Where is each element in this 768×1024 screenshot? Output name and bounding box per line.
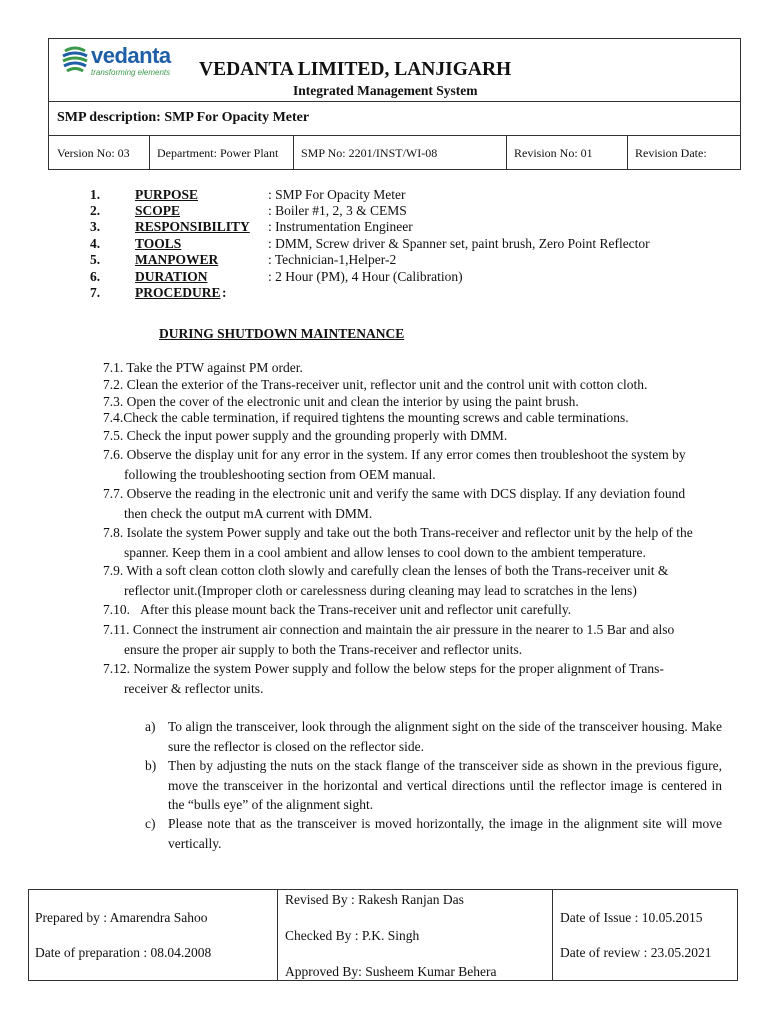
step-number: 7.1. (103, 360, 124, 375)
section-number: 2. (90, 203, 101, 218)
step-text-continued: spanner. Keep them in a cool ambient and allow lenses to cool down to the ambient temperature. (124, 544, 646, 560)
substep (145, 814, 722, 853)
step-text-continued: then check the output mA current with DMM. (124, 505, 373, 521)
substep (145, 756, 722, 815)
procedure-step (103, 620, 722, 659)
smp-description: SMP description: SMP For Opacity Meter (57, 110, 310, 125)
procedure-step (103, 523, 722, 562)
procedure-step (103, 659, 722, 698)
department: Department: Power Plant (157, 146, 279, 160)
subheading: DURING SHUTDOWN MAINTENANCE (159, 326, 405, 341)
step-text: Open the cover of the electronic unit and clean the interior by using the paint brush. (126, 394, 579, 409)
substep-letter: c) (145, 816, 156, 831)
step-text: Isolate the system Power supply and take out the both Trans-receiver and reflector unit by the help of the (126, 525, 693, 540)
step-text: With a soft clean cotton cloth slowly and carefully clean the lenses of both the Trans-receiver unit & (126, 563, 669, 578)
step-number: 7.6. (103, 447, 124, 462)
date-of-preparation: Date of preparation : 08.04.2008 (35, 945, 212, 960)
step-text: Clean the exterior of the Trans-receiver unit, reflector unit and the control unit with cotton cloth. (126, 377, 648, 392)
procedure-step (103, 600, 722, 620)
version-number: Version No: 03 (57, 146, 130, 160)
header-divider (49, 101, 740, 102)
substep-text: To align the transceiver, look through the alignment sight on the side of the transceiver housing. Make sure the reflector is closed on the reflector side. (168, 719, 722, 754)
revised-by: Revised By : Rakesh Ranjan Das (285, 892, 464, 907)
checked-by: Checked By : P.K. Singh (285, 928, 420, 943)
section-label: PROCEDURE (135, 285, 221, 300)
section-value: : DMM, Screw driver & Spanner set, paint brush, Zero Point Reflector (268, 236, 650, 251)
step-text: Take the PTW against PM order. (126, 360, 303, 375)
section-label: MANPOWER (135, 252, 219, 267)
step-text: Observe the reading in the electronic unit and verify the same with DCS display. If any deviation found (126, 486, 686, 501)
section-label: RESPONSIBILITY (135, 219, 250, 234)
procedure-step (103, 445, 722, 484)
footer-divider (552, 890, 553, 980)
step-number: 7.7. (103, 486, 124, 501)
step-number: 7.2. (103, 377, 124, 392)
step-text: Normalize the system Power supply and follow the below steps for the proper alignment of Trans- (133, 661, 664, 676)
revision-date: Revision Date: (635, 146, 707, 160)
logo-tagline: transforming elements (91, 68, 171, 77)
substep (145, 717, 722, 756)
step-number: 7.8. (103, 525, 124, 540)
section-number: 1. (90, 187, 101, 202)
document-footer (28, 889, 738, 981)
step-text-continued: following the troubleshooting section from OEM manual. (124, 466, 436, 482)
procedure-step (103, 426, 722, 446)
header-divider (49, 135, 740, 136)
step-text: Check the input power supply and the grounding properly with DMM. (126, 428, 508, 443)
section-colon: : (222, 285, 227, 300)
vedanta-logo (61, 43, 201, 79)
document-header (48, 38, 741, 170)
step-text: After this please mount back the Trans-receiver unit and reflector unit carefully. (140, 602, 572, 617)
substep-letter: b) (145, 758, 157, 773)
step-text-continued: receiver & reflector units. (124, 680, 264, 696)
section-number: 3. (90, 219, 101, 234)
revision-number: Revision No: 01 (514, 146, 593, 160)
smp-number: SMP No: 2201/INST/WI-08 (301, 146, 438, 160)
section-number: 6. (90, 269, 101, 284)
procedure-step (103, 408, 722, 428)
step-number: 7.9. (103, 563, 124, 578)
globe-icon (61, 45, 89, 75)
section-number: 7. (90, 285, 101, 300)
company-title: VEDANTA LIMITED, LANJIGARH (199, 59, 512, 80)
prepared-by: Prepared by : Amarendra Sahoo (35, 910, 208, 925)
procedure-step (103, 484, 722, 523)
approved-by: Approved By: Susheem Kumar Behera (285, 964, 497, 979)
step-number: 7.10. (103, 602, 130, 617)
procedure-step (103, 561, 722, 600)
section-value: : Boiler #1, 2, 3 & CEMS (268, 203, 407, 218)
step-number: 7.12. (103, 661, 130, 676)
logo-wordmark: vedanta (91, 43, 171, 68)
step-text: Check the cable termination, if required tightens the mounting screws and cable terminations. (123, 410, 629, 425)
substep-text: Please note that as the transceiver is moved horizontally, the image in the alignment site will move vertically. (168, 816, 722, 851)
section-label: TOOLS (135, 236, 182, 251)
step-text: Connect the instrument air connection and maintain the air pressure in the nearer to 1.5 Bar and also (132, 622, 675, 637)
header-cell-divider (293, 135, 294, 169)
system-subtitle: Integrated Management System (293, 83, 478, 98)
substep-text: Then by adjusting the nuts on the stack flange of the transceiver side as shown in the previous figure, move the transceiver in the horizontal and vertical directions until the reflector image is centered in the “bulls eye” of the alignment sight. (168, 758, 722, 812)
date-of-issue: Date of Issue : 10.05.2015 (560, 910, 703, 925)
date-of-review: Date of review : 23.05.2021 (560, 945, 712, 960)
step-text-continued: ensure the proper air supply to both the Trans-receiver and reflector units. (124, 641, 523, 657)
step-number: 7.5. (103, 428, 124, 443)
footer-divider (277, 890, 278, 980)
section-label: DURATION (135, 269, 208, 284)
section-value: : Technician-1,Helper-2 (268, 252, 397, 267)
section-value: : Instrumentation Engineer (268, 219, 413, 234)
section-number: 5. (90, 252, 101, 267)
step-text: Observe the display unit for any error in the system. If any error comes then troubleshoot the system by (126, 447, 686, 462)
substep-letter: a) (145, 719, 156, 734)
section-number: 4. (90, 236, 101, 251)
section-label: PURPOSE (135, 187, 199, 202)
step-number: 7.4. (103, 410, 124, 425)
header-cell-divider (506, 135, 507, 169)
header-cell-divider (627, 135, 628, 169)
section-value: : SMP For Opacity Meter (268, 187, 406, 202)
header-cell-divider (149, 135, 150, 169)
section-label: SCOPE (135, 203, 181, 218)
step-number: 7.3. (103, 394, 124, 409)
section-value: : 2 Hour (PM), 4 Hour (Calibration) (268, 269, 463, 284)
step-number: 7.11. (103, 622, 130, 637)
step-text-continued: reflector unit.(Improper cloth or carelessness during cleaning may lead to scratches in the lens) (124, 582, 637, 598)
